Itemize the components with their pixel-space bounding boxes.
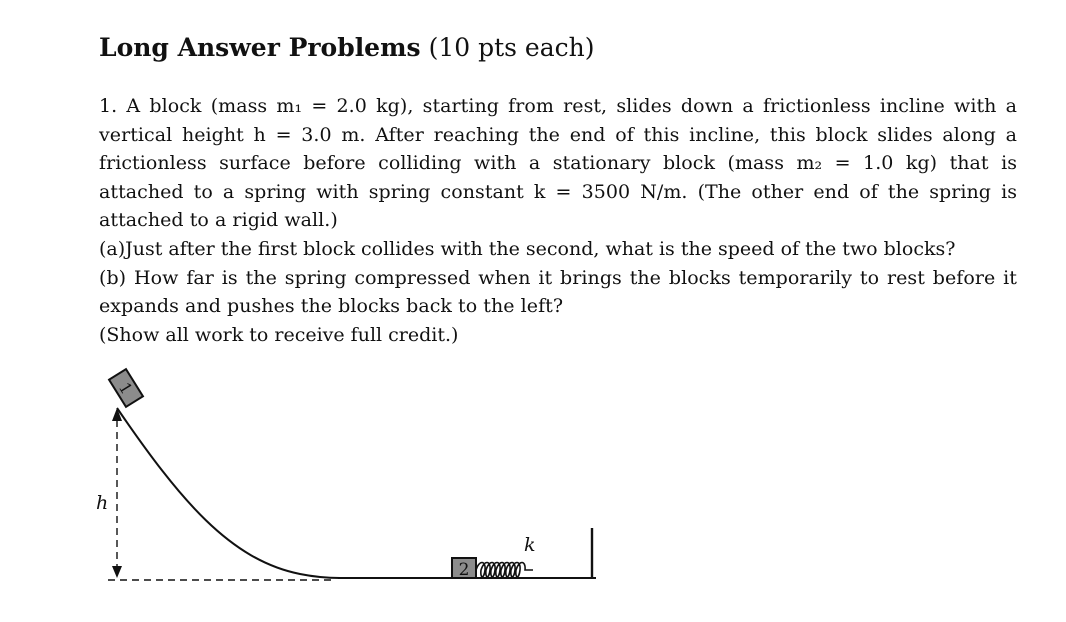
incline-curve (117, 408, 340, 578)
height-label: h (96, 492, 109, 514)
spring-coil (476, 563, 533, 577)
section-heading (99, 31, 594, 65)
problem-statement: 1. A block (mass m₁ = 2.0 kg), starting from rest, slides down a frictionless incline with a vertical height h = 3.0 m. After reaching the end of this incline, this block slides along a frictionless surface before colliding with a stationary block (mass m₂ = 1.0 kg) that is attached to a spring with spring constant k = 3500 N/m. (The other end of the spring is attached to a rigid wall.) (99, 95, 1017, 232)
block-2 (452, 558, 476, 580)
question-part-a: (a)Just after the first block collides with the second, what is the speed of the two blocks? (99, 237, 956, 260)
section-points: (10 pts each) (420, 33, 595, 62)
height-arrow (112, 408, 122, 578)
spring-label: k (524, 534, 536, 556)
block-2-label: 2 (458, 560, 470, 580)
problem-1 (99, 92, 1017, 349)
question-part-b: (b) How far is the spring compressed when it brings the blocks temporarily to rest before it expands and pushes the blocks back to the left? (99, 266, 1017, 318)
incline-spring-diagram (0, 360, 620, 610)
block-1 (109, 369, 143, 407)
work-note: (Show all work to receive full credit.) (99, 323, 459, 346)
block-1-label: 1 (114, 378, 137, 398)
section-title: Long Answer Problems (99, 33, 421, 62)
